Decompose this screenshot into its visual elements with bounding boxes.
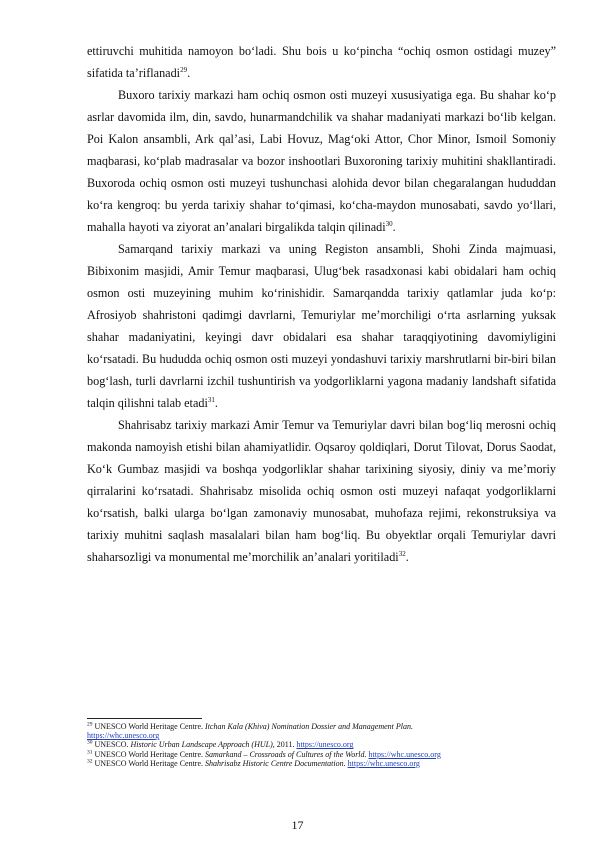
paragraph-3: Samarqand tarixiy markazi va uning Registon ansambli, Shohi Zinda majmuasi, Bibixonim masjidi, Amir Temur maqbarasi, Ulug‘bek rasadxonasi kabi obidalari ham ochiq osmon osti muzeyining muhim ko‘rinishidir. Samarqandda tarixiy qatlamlar juda ko‘p: Afrosiyob shahristoni qadimgi davrlarni, Temuriylar me’morchiligi o‘rta asrlarning yuksak shahar madaniyatini, keyingi davr obidalari esa shahar taraqqiyotining davomiyligini ko‘rsatadi. Bu hududda ochiq osmon osti muzeyi yondashuvi tarixiy marshrutlarni bir-biri bilan bog‘lash, turli davrlarni izchil tushuntirish va yodgorliklarni yagona madaniy landshaft sifatida talqin qilishni talab etadi$^{31}$. (87, 242, 556, 410)
footnotes (87, 722, 562, 768)
paragraph-4: Shahrisabz tarixiy markazi Amir Temur va Temuriylar davri bilan bog‘liq merosni ochiq makonda namoyish etishi bilan ahamiyatlidir. Oqsaroy qoldiqlari, Dorut Tilovat, Dorus Saodat, Ko‘k Gumbaz masjidi va boshqa yodgorliklar shahar tarixining siyosiy, diniy va me’moriy qirralarini ko‘rsatadi. Shahrisabz misolida ochiq osmon osti muzeyi nafaqat yodgorliklarni ko‘rsatish, balki ularga bo‘lgan zamonaviy munosabat, muhofaza rejimi, rekonstruksiya va tarixiy muhitni saqlash masalalari bilan ham bog‘liq. Bu obyektlar orqali Temuriylar davri shaharsozligi va monumental me’morchilik an’analari yoritiladi$^{32}$. (87, 418, 556, 564)
footnote-32: $^{32}$ UNESCO World Heritage Centre. Shahrisabz Historic Centre Documentation. https://whc.unesco.org (87, 758, 420, 768)
footnote-ref-30[interactable]: 30 (385, 219, 393, 228)
footnote-29: $^{29}$ UNESCO World Heritage Centre. Itchan Kala (Khiva) Nomination Dossier and Management Plan. https://whc.unesco.org (87, 721, 414, 741)
footnote-title: Itchan Kala (Khiva) Nomination Dossier and Management Plan. (205, 722, 414, 731)
footnote-30: $^{30}$ UNESCO. Historic Urban Landscape Approach (HUL), 2011. https://unesco.org (87, 739, 354, 750)
footnote-link[interactable]: https://unesco.org (296, 740, 354, 750)
footnote-ref-32[interactable]: 32 (398, 549, 406, 558)
footnote-title: Samarkand – Crossroads of Cultures of the World. (205, 749, 367, 759)
footnote-title: Shahrisabz Historic Centre Documentation. (205, 758, 346, 768)
footnote-ref-31[interactable]: 31 (207, 395, 215, 404)
paragraph-1: ettiruvchi muhitida namoyon bo‘ladi. Shu bois u ko‘pincha “ochiq osmon ostidagi muzey” sifatida ta’riflanadi$^{29}$. (87, 44, 556, 80)
paragraph-2: Buxoro tarixiy markazi ham ochiq osmon osti muzeyi xususiyatiga ega. Bu shahar ko‘p asrlar davomida ilm, din, savdo, hunarmandchilik va shahar madaniyati markazi bo‘lib kelgan. Poi Kalon ansambli, Ark qal’asi, Labi Hovuz, Mag‘oki Attor, Chor Minor, Ismoil Somoniy maqbarasi, ko‘plab madrasalar va bozor inshootlari Buxoroning tarixiy muhitini shakllantiradi. Buxoroda ochiq osmon osti muzeyi tushunchasi alohida devor bilan chegaralangan hududdan ko‘ra kengroq: bu yerda tarixiy shahar to‘qimasi, ko‘cha-maydon munosabati, savdo yo‘llari, mahalla hayoti va ziyorat an’analari birgalikda talqin qilinadi$^{30}$. (87, 88, 556, 234)
footnote-divider (87, 718, 202, 719)
footnote-link[interactable]: https://whc.unesco.org (87, 731, 160, 741)
footnote-link[interactable]: https://whc.unesco.org (347, 758, 420, 768)
footnote-31: $^{31}$ UNESCO World Heritage Centre. Samarkand – Crossroads of Cultures of the World. https://whc.unesco.org (87, 748, 441, 759)
footnote-title: Historic Urban Landscape Approach (HUL) (130, 740, 273, 750)
page-number: 17 (291, 818, 304, 832)
footnote-link[interactable]: https://whc.unesco.org (368, 749, 441, 759)
footnote-ref-29[interactable]: 29 (180, 65, 188, 74)
body-text (87, 40, 556, 568)
